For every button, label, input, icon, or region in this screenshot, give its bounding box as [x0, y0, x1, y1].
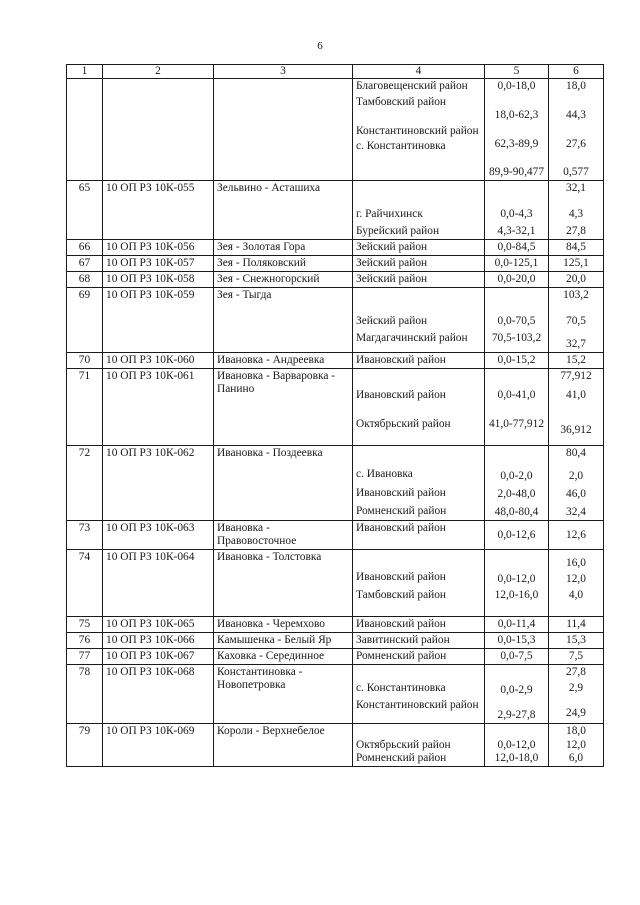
- district: Октябрьский район: [356, 739, 451, 751]
- segment: 18,0-62,3: [494, 109, 539, 121]
- length: 12,6: [549, 521, 604, 550]
- road-code: 10 ОП РЗ 10К-057: [103, 256, 214, 272]
- table-row: [67, 272, 604, 288]
- district: г. Райчихинск: [356, 208, 423, 220]
- table-row: [67, 256, 604, 272]
- table-row: [67, 79, 604, 181]
- table-row: [67, 521, 604, 550]
- road-name: Ивановка - Правовосточное: [214, 521, 353, 550]
- table-row: [67, 665, 604, 724]
- road-name: Зея - Тыгда: [214, 288, 353, 353]
- length-cell: [549, 181, 604, 240]
- column-header: 5: [485, 65, 549, 79]
- page-number: 6: [317, 40, 323, 52]
- table-row: [67, 550, 604, 617]
- district: Ромненский район: [356, 752, 447, 764]
- segment: 41,0-77,912: [488, 418, 545, 430]
- district-cell: [353, 724, 485, 767]
- length: 36,912: [560, 424, 592, 436]
- district: Зейский район: [353, 272, 485, 288]
- road-code: 10 ОП РЗ 10К-055: [103, 181, 214, 240]
- district-cell: [353, 446, 485, 521]
- row-number: 73: [67, 521, 103, 550]
- length: 15,2: [549, 353, 604, 369]
- length: 2,9: [568, 682, 584, 694]
- road-name: Ивановка - Черемхово: [214, 617, 353, 633]
- road-code: 10 ОП РЗ 10К-058: [103, 272, 214, 288]
- segment: 0,0-2,9: [500, 684, 533, 696]
- row-number: 65: [67, 181, 103, 240]
- length: 15,3: [549, 633, 604, 649]
- length-cell: [549, 288, 604, 353]
- column-header: 3: [214, 65, 353, 79]
- district: Ивановский район: [356, 487, 446, 499]
- segment: 70,5-103,2: [491, 332, 542, 344]
- district-cell: [353, 288, 485, 353]
- column-header: 6: [549, 65, 604, 79]
- road-code: 10 ОП РЗ 10К-062: [103, 446, 214, 521]
- row-number: 71: [67, 369, 103, 446]
- road-name: Каховка - Серединное: [214, 649, 353, 665]
- length: 32,4: [566, 506, 586, 518]
- length: 24,9: [566, 707, 586, 719]
- district: Ивановский район: [353, 521, 485, 550]
- district-cell: [353, 79, 485, 181]
- length-cell: [549, 550, 604, 617]
- road-code: 10 ОП РЗ 10К-059: [103, 288, 214, 353]
- length: 27,8: [566, 225, 586, 237]
- length: 32,7: [566, 338, 586, 350]
- total-length: 27,8: [566, 666, 586, 678]
- road-name: Зея - Снежногорский: [214, 272, 353, 288]
- segment: 0,0-7,5: [485, 649, 549, 665]
- length: 0,577: [563, 166, 589, 178]
- district: Константиновский район: [356, 699, 479, 711]
- segment: 0,0-15,3: [485, 633, 549, 649]
- table-row: [67, 446, 604, 521]
- district: Ромненский район: [353, 649, 485, 665]
- row-number: 70: [67, 353, 103, 369]
- row-number: 79: [67, 724, 103, 767]
- column-header: 4: [353, 65, 485, 79]
- segment: 12,0-16,0: [494, 589, 539, 601]
- segment-cell: [485, 288, 549, 353]
- row-number: 67: [67, 256, 103, 272]
- row-number: 68: [67, 272, 103, 288]
- road-code: 10 ОП РЗ 10К-060: [103, 353, 214, 369]
- district: Тамбовский район: [356, 96, 447, 108]
- district: Благовещенский район: [356, 80, 468, 92]
- district: Бурейский район: [356, 225, 440, 237]
- length: 27,6: [566, 138, 586, 150]
- segment: 4,3-32,1: [497, 225, 536, 237]
- table-row: [67, 649, 604, 665]
- road-name: Зея - Поляковский: [214, 256, 353, 272]
- road-code: 10 ОП РЗ 10К-061: [103, 369, 214, 446]
- row-number: 72: [67, 446, 103, 521]
- district: Октябрьский район: [356, 418, 451, 430]
- road-code: 10 ОП РЗ 10К-069: [103, 724, 214, 767]
- length: 44,3: [566, 109, 586, 121]
- district-cell: [353, 181, 485, 240]
- road-code: 10 ОП РЗ 10К-067: [103, 649, 214, 665]
- district: Зейский район: [356, 315, 428, 327]
- district-cell: [353, 665, 485, 724]
- segment: 0,0-41,0: [497, 389, 536, 401]
- road-name: [214, 79, 353, 181]
- total-length: 32,1: [566, 182, 586, 194]
- row-number: 69: [67, 288, 103, 353]
- segment: 0,0-18,0: [497, 80, 536, 92]
- table-row: [67, 633, 604, 649]
- length-cell: [549, 446, 604, 521]
- road-name: Камышенка - Белый Яр: [214, 633, 353, 649]
- district: Ивановский район: [353, 617, 485, 633]
- length: 6,0: [568, 752, 584, 764]
- column-header: 2: [103, 65, 214, 79]
- district: Завитинский район: [353, 633, 485, 649]
- road-code: [103, 79, 214, 181]
- length: 11,4: [549, 617, 604, 633]
- row-number: 77: [67, 649, 103, 665]
- road-code: 10 ОП РЗ 10К-056: [103, 240, 214, 256]
- table-row: [67, 369, 604, 446]
- table-row: [67, 181, 604, 240]
- length: 7,5: [549, 649, 604, 665]
- segment-cell: [485, 181, 549, 240]
- segment: 89,9-90,477: [488, 166, 545, 178]
- segment-cell: [485, 550, 549, 617]
- road-code: 10 ОП РЗ 10К-068: [103, 665, 214, 724]
- length-cell: [549, 79, 604, 181]
- length: 70,5: [566, 315, 586, 327]
- road-name: Ивановка - Толстовка: [214, 550, 353, 617]
- length: 4,0: [568, 589, 584, 601]
- road-name: Ивановка - Поздеевка: [214, 446, 353, 521]
- table-row: [67, 353, 604, 369]
- segment: 62,3-89,9: [494, 138, 539, 150]
- segment: 0,0-125,1: [485, 256, 549, 272]
- road-name: Ивановка - Андреевка: [214, 353, 353, 369]
- segment-cell: [485, 665, 549, 724]
- segment: 12,0-18,0: [494, 752, 539, 764]
- row-number: [67, 79, 103, 181]
- district: Зейский район: [353, 256, 485, 272]
- total-length: 18,0: [566, 725, 586, 737]
- length: 18,0: [566, 80, 586, 92]
- district: Ивановский район: [353, 353, 485, 369]
- segment: 0,0-12,0: [497, 739, 536, 751]
- length: 46,0: [566, 488, 586, 500]
- length-cell: [549, 665, 604, 724]
- segment: 0,0-12,6: [485, 521, 549, 550]
- row-number: 75: [67, 617, 103, 633]
- segment-cell: [485, 369, 549, 446]
- segment: 2,0-48,0: [497, 488, 536, 500]
- segment: 0,0-70,5: [497, 315, 536, 327]
- segment: 0,0-84,5: [485, 240, 549, 256]
- roads-table: [66, 64, 604, 767]
- length: 2,0: [568, 470, 584, 482]
- length: 41,0: [566, 389, 586, 401]
- district: Зейский район: [353, 240, 485, 256]
- segment: 0,0-11,4: [485, 617, 549, 633]
- length: 84,5: [549, 240, 604, 256]
- segment: 0,0-4,3: [500, 208, 533, 220]
- segment: 0,0-12,0: [497, 573, 536, 585]
- length: 4,3: [568, 208, 584, 220]
- road-name: Короли - Верхнебелое: [214, 724, 353, 767]
- column-header: 1: [67, 65, 103, 79]
- row-number: 78: [67, 665, 103, 724]
- district-cell: [353, 550, 485, 617]
- table-row: [67, 240, 604, 256]
- length: 20,0: [549, 272, 604, 288]
- length-cell: [549, 369, 604, 446]
- table-row: [67, 724, 604, 767]
- segment: 0,0-2,0: [500, 470, 533, 482]
- total-length: 103,2: [563, 289, 589, 301]
- row-number: 76: [67, 633, 103, 649]
- district: Константиновский район: [356, 125, 479, 137]
- total-length: 16,0: [566, 557, 586, 569]
- district: Магдагачинский район: [356, 332, 468, 344]
- row-number: 74: [67, 550, 103, 617]
- length: 12,0: [566, 573, 586, 585]
- segment: 2,9-27,8: [497, 709, 536, 721]
- road-name: Ивановка - Варваровка - Панино: [214, 369, 353, 446]
- table-row: [67, 617, 604, 633]
- road-code: 10 ОП РЗ 10К-065: [103, 617, 214, 633]
- road-code: 10 ОП РЗ 10К-063: [103, 521, 214, 550]
- district: с. Константиновка: [356, 140, 446, 152]
- length: 125,1: [549, 256, 604, 272]
- district: Тамбовский район: [356, 589, 447, 601]
- road-code: 10 ОП РЗ 10К-066: [103, 633, 214, 649]
- district: с. Ивановка: [356, 468, 413, 480]
- segment-cell: [485, 724, 549, 767]
- district: Ивановский район: [356, 389, 446, 401]
- length-cell: [549, 724, 604, 767]
- segment: 0,0-20,0: [485, 272, 549, 288]
- segment: 48,0-80,4: [494, 506, 539, 518]
- row-number: 66: [67, 240, 103, 256]
- segment: 0,0-15,2: [485, 353, 549, 369]
- segment-cell: [485, 79, 549, 181]
- road-code: 10 ОП РЗ 10К-064: [103, 550, 214, 617]
- total-length: 80,4: [566, 447, 586, 459]
- district: с. Константиновка: [356, 682, 446, 694]
- header-row: [67, 65, 604, 79]
- total-length: 77,912: [560, 370, 592, 382]
- road-name: Зельвино - Асташиха: [214, 181, 353, 240]
- road-name: Константиновка - Новопетровка: [214, 665, 353, 724]
- district: Ромненский район: [356, 505, 447, 517]
- segment-cell: [485, 446, 549, 521]
- road-name: Зея - Золотая Гора: [214, 240, 353, 256]
- district-cell: [353, 369, 485, 446]
- table-row: [67, 288, 604, 353]
- district: Ивановский район: [356, 571, 446, 583]
- length: 12,0: [566, 739, 586, 751]
